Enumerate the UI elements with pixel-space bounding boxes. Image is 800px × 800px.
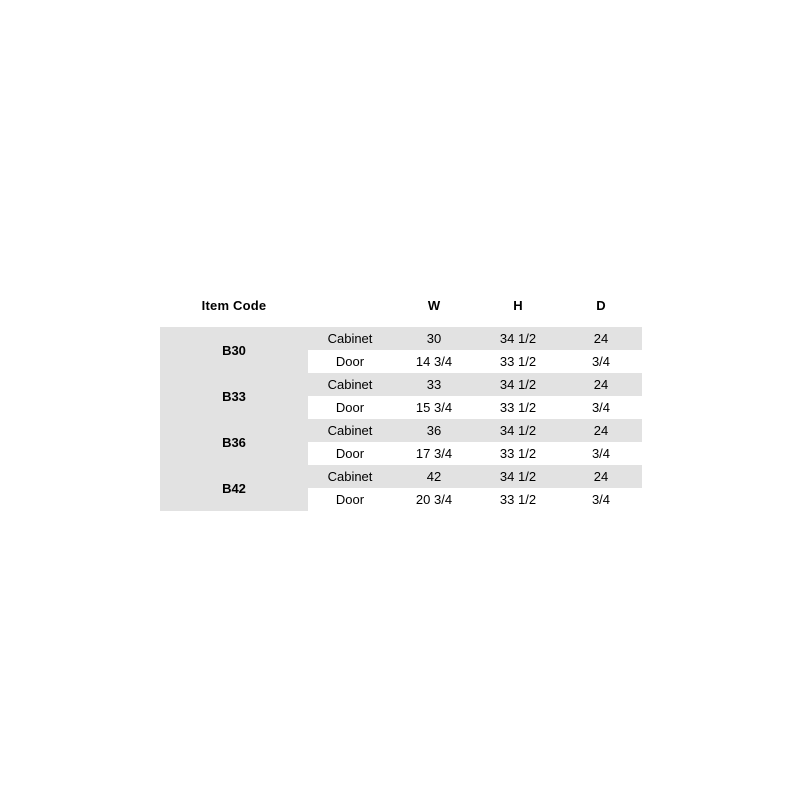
dimension-h: 34 1/2 [476, 419, 560, 442]
column-header-w: W [392, 283, 476, 327]
table-body [160, 327, 642, 511]
table-header-row [160, 283, 642, 327]
part-label: Door [308, 442, 392, 465]
dimension-d: 24 [560, 419, 642, 442]
column-header-item-code: Item Code [160, 283, 308, 327]
dimension-h: 33 1/2 [476, 396, 560, 419]
column-header-h: H [476, 283, 560, 327]
dimension-w: 20 3/4 [392, 488, 476, 511]
dimension-d: 3/4 [560, 442, 642, 465]
dimension-w: 36 [392, 419, 476, 442]
dimension-w: 15 3/4 [392, 396, 476, 419]
item-code-cell: B42 [160, 465, 308, 511]
item-code-cell: B33 [160, 373, 308, 419]
dimension-h: 34 1/2 [476, 465, 560, 488]
part-label: Cabinet [308, 327, 392, 350]
dimension-d: 3/4 [560, 396, 642, 419]
part-label: Door [308, 488, 392, 511]
table-row [160, 419, 642, 442]
part-label: Door [308, 396, 392, 419]
column-header-part [308, 283, 392, 327]
dimension-h: 33 1/2 [476, 350, 560, 373]
dimension-h: 34 1/2 [476, 327, 560, 350]
dimension-w: 17 3/4 [392, 442, 476, 465]
dimension-w: 33 [392, 373, 476, 396]
dimension-h: 34 1/2 [476, 373, 560, 396]
dimension-d: 24 [560, 465, 642, 488]
dimension-w: 42 [392, 465, 476, 488]
item-code-cell: B30 [160, 327, 308, 373]
part-label: Cabinet [308, 373, 392, 396]
dimension-h: 33 1/2 [476, 442, 560, 465]
table-row [160, 465, 642, 488]
part-label: Cabinet [308, 465, 392, 488]
part-label: Cabinet [308, 419, 392, 442]
dimension-h: 33 1/2 [476, 488, 560, 511]
table-row [160, 327, 642, 350]
cabinet-dimensions-table [160, 283, 642, 511]
dimension-d: 24 [560, 373, 642, 396]
dimension-w: 14 3/4 [392, 350, 476, 373]
dimension-d: 3/4 [560, 350, 642, 373]
item-code-cell: B36 [160, 419, 308, 465]
table-row [160, 373, 642, 396]
column-header-d: D [560, 283, 642, 327]
dimension-d: 3/4 [560, 488, 642, 511]
dimension-w: 30 [392, 327, 476, 350]
part-label: Door [308, 350, 392, 373]
table-header [160, 283, 642, 327]
dimension-d: 24 [560, 327, 642, 350]
